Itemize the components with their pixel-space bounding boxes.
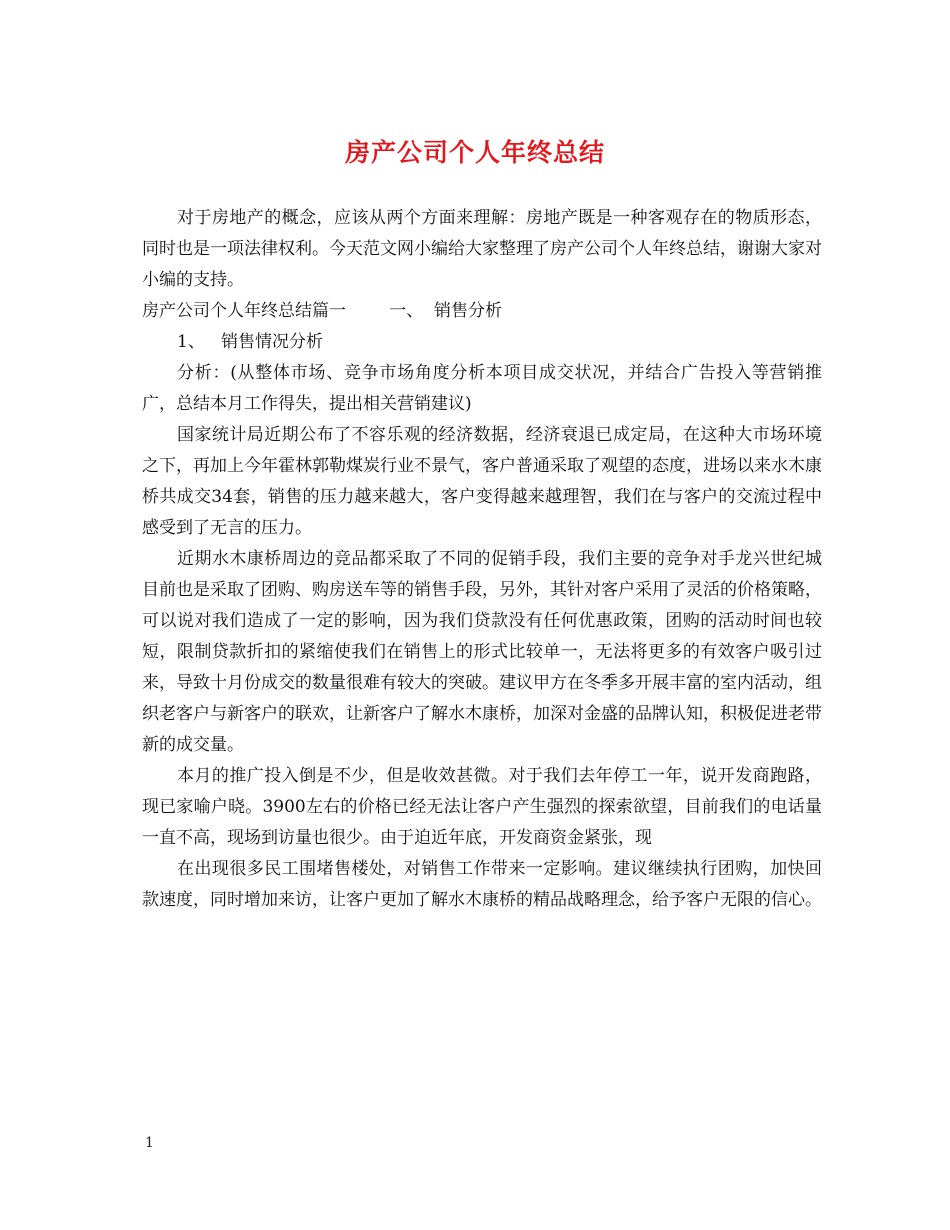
section-heading: 房产公司个人年终总结篇一 一、 销售分析 [142,301,503,321]
intro-paragraph: 对于房地产的概念，应该从两个方面来理解：房地产既是一种客观存在的物质形态，同时也是一项法律权利。今天范文网小编给大家整理了房产公司个人年终总结，谢谢大家对小编的支持。 [142,208,822,290]
suggestion-paragraph: 在出现很多民工围堵售楼处，对销售工作带来一定影响。建议继续执行团购，加快回款速度，同时增加来访，让客户更加了解水木康桥的精品战略理念，给予客户无限的信心。 [142,859,822,910]
page-number: 1 [145,1135,154,1151]
subheading: 1、 销售情况分析 [177,332,324,352]
competition-paragraph: 近期水木康桥周边的竞品都采取了不同的促销手段，我们主要的竞争对手龙兴世纪城目前也是采取了团购、购房送车等的销售手段，另外，其针对客户采用了灵活的价格策略，可以说对我们造成了一定的影响，因为我们贷款没有任何优惠政策，团购的活动时间也较短，限制贷款折扣的紧缩使我们在销售上的形式比较单一，无法将更多的有效客户吸引过来，导致十月份成交的数量很难有较大的突破。建议甲方在冬季多开展丰富的室内活动，组织老客户与新客户的联欢，让新客户了解水木康桥，加深对金盛的品牌认知，积极促进老带新的成交量。 [142,549,822,755]
promotion-paragraph: 本月的推广投入倒是不少，但是收效甚微。对于我们去年停工一年，说开发商跑路，现已家喻户晓。3900左右的价格已经无法让客户产生强烈的探索欲望，目前我们的电话量一直不高，现场到访量也很少。由于迫近年底，开发商资金紧张，现 [142,766,822,848]
analysis-note: 分析：(从整体市场、竞争市场角度分析本项目成交状况，并结合广告投入等营销推广，总结本月工作得失，提出相关营销建议) [142,363,822,414]
market-paragraph: 国家统计局近期公布了不容乐观的经济数据，经济衰退已成定局，在这种大市场环境之下，再加上今年霍林郭勒煤炭行业不景气，客户普通采取了观望的态度，进场以来水木康桥共成交34套，销售的压力越来越大，客户变得越来越理智，我们在与客户的交流过程中感受到了无言的压力。 [142,425,822,538]
document-body [142,203,822,916]
document-title: 房产公司个人年终总结 [344,138,605,167]
